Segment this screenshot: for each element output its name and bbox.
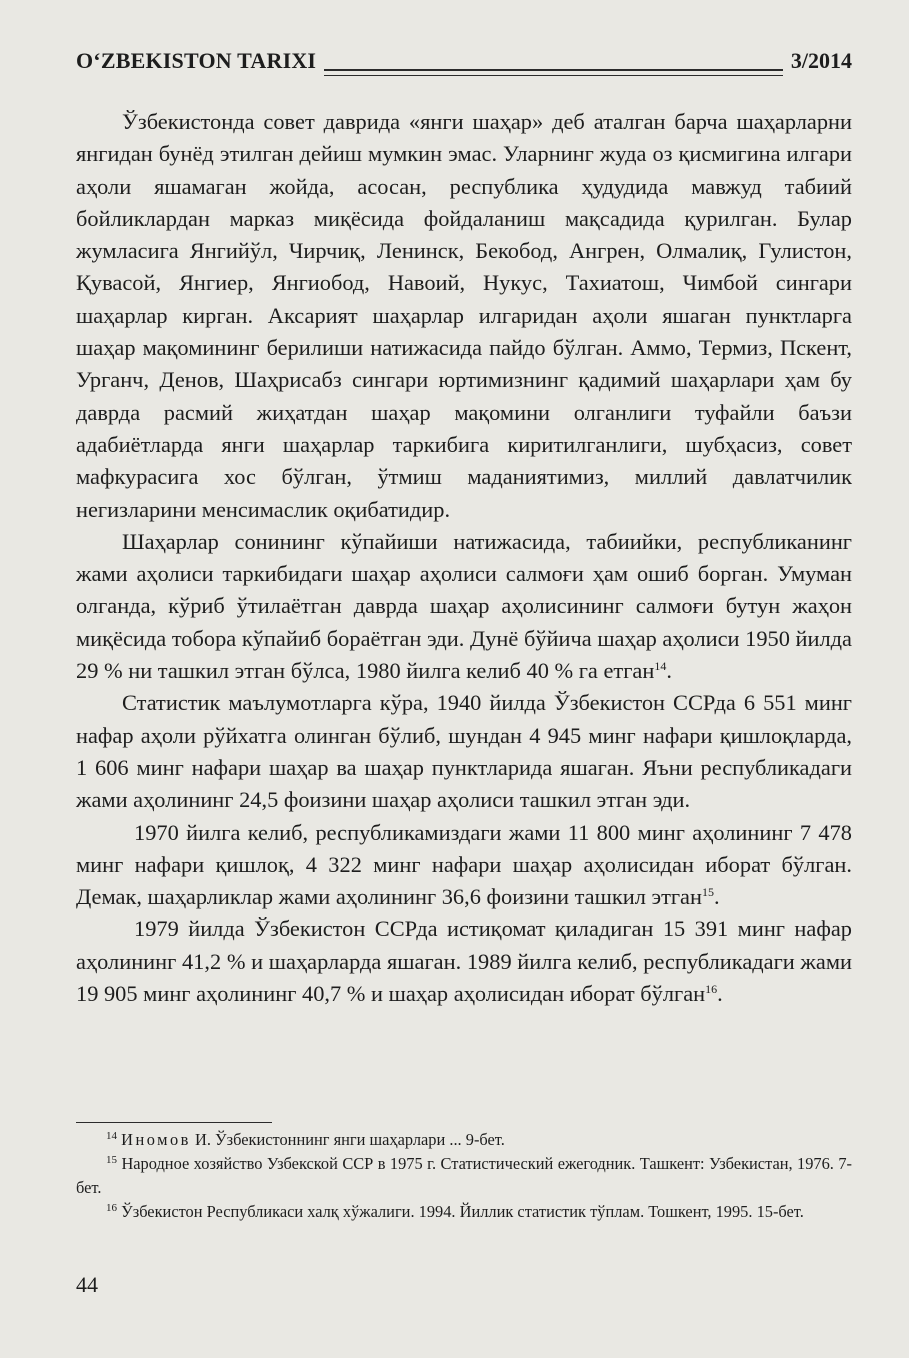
footnote-text: И. Ўзбекистоннинг янги шаҳарлари ... 9-бет. — [190, 1130, 505, 1149]
footnote-number: 14 — [106, 1130, 117, 1142]
paragraph-4-text: 1970 йилга келиб, республикамиздаги жами 11 800 минг аҳолининг 7 478 минг нафари қишлоқ, 4 322 минг нафари шаҳар аҳолисидан иборат бўлган. Демак, шаҳарликлар жами аҳолининг 36,6 фоизини ташкил этган — [76, 819, 852, 910]
footnote-ref-15[interactable]: 15 — [701, 885, 714, 900]
issue-number: 3/2014 — [783, 44, 852, 78]
article-body — [76, 106, 852, 1010]
footnote-15 — [76, 1152, 852, 1200]
paragraph-5-tail: . — [717, 981, 723, 1007]
footnote-text: Народное хозяйство Узбекской ССР в 1975 г. Статистический ежегодник. Ташкент: Узбекистан, 1976. 7-бет. — [76, 1154, 852, 1197]
footnote-number: 16 — [106, 1202, 117, 1214]
paragraph-5 — [76, 913, 852, 1010]
paragraph-5-text: 1979 йилда Ўзбекистон ССРда истиқомат қиладиган 15 391 минг нафар аҳолининг 41,2 % и шаҳарларда яшаган. 1989 йилга келиб, республикадаги жами 19 905 минг аҳолининг 40,7 % и шаҳар аҳолисидан иборат бўлган — [76, 916, 852, 1007]
paragraph-1-text: Ўзбекистонда совет даврида «янги шаҳар» деб аталган барча шаҳарларни янгидан бунёд этилган дейиш мумкин эмас. Уларнинг жуда оз қисмигина илгари аҳоли яшамаган жойда, асосан, республика ҳудудида мавжуд табиий бойликлардан марказ миқёсида фойдаланиш мақсадида қурилган. Булар жумласига Янгийўл, Чирчиқ, Ленинск, Бекобод, Ангрен, Олмалиқ, Гулистон, Қувасой, Янгиер, Янгиобод, Навоий, Нукус, Тахиатош, Чимбой сингари шаҳарлар кирган. Аксарият шаҳарлар илгаридан аҳоли яшаган пунктларга шаҳар мақомининг берилиши натижасида пайдо бўлган. Аммо, Термиз, Пскент, Урганч, Денов, Шаҳрисабз сингари юртимизнинг қадимий шаҳарлари ҳам бу даврда расмий жиҳатдан шаҳар мақомини олганлиги туфайли баъзи адабиётларда янги шаҳарлар таркибига киритилганлиги, шубҳасиз, совет мафкурасига хос бўлган, ўтмиш маданиятимиз, миллий давлатчилик негизларини менсимаслик оқибатидир. — [76, 109, 852, 522]
footnote-ref-14[interactable]: 14 — [654, 659, 667, 674]
page-number: 44 — [76, 1272, 98, 1297]
paragraph-3 — [76, 687, 852, 816]
journal-title: O‘ZBEKISTON TARIXI — [76, 44, 324, 78]
footnotes — [76, 1128, 852, 1224]
footnote-text: Ўзбекистон Республикаси халқ хўжалиги. 1994. Йиллик статистик тўплам. Тошкент, 1995. 15-бет. — [121, 1202, 804, 1221]
running-header — [76, 44, 852, 84]
paragraph-4 — [76, 817, 852, 914]
paragraph-2-text: Шаҳарлар сонининг кўпайиши натижасида, табиийки, республиканинг жами аҳолиси таркибидаги шаҳар аҳолиси салмоғи ҳам ошиб борган. Умуман олганда, кўриб ўтилаётган даврда шаҳар аҳолисининг салмоғи бутун жаҳон миқёсида тобора кўпайиб бораётган эди. Дунё бўйича шаҳар аҳолиси 1950 йилда 29 % ни ташкил этган бўлса, 1980 йилга келиб 40 % га етган — [76, 528, 852, 684]
paragraph-4-tail: . — [713, 884, 720, 910]
footnote-number: 15 — [106, 1154, 117, 1166]
paragraph-3-text: Статистик маълумотларга кўра, 1940 йилда Ўзбекистон ССРда 6 551 минг нафар аҳоли рўйхатга олинган бўлиб, шундан 4 945 минг нафари қишлоқларда, 1 606 минг нафари шаҳар ва шаҳар пунктларида яшаган. Яъни республикадаги жами аҳолининг 24,5 фоизини шаҳар аҳолиси ташкил этган эди. — [76, 690, 852, 813]
footnote-ref-16[interactable]: 16 — [705, 982, 718, 997]
footnote-separator — [76, 1122, 272, 1123]
footnote-16 — [76, 1200, 852, 1224]
paragraph-1 — [76, 106, 852, 526]
paragraph-2-tail: . — [666, 658, 672, 684]
paragraph-2 — [76, 526, 852, 687]
footnote-14 — [76, 1128, 852, 1152]
footnote-author: Иномов — [121, 1130, 191, 1149]
